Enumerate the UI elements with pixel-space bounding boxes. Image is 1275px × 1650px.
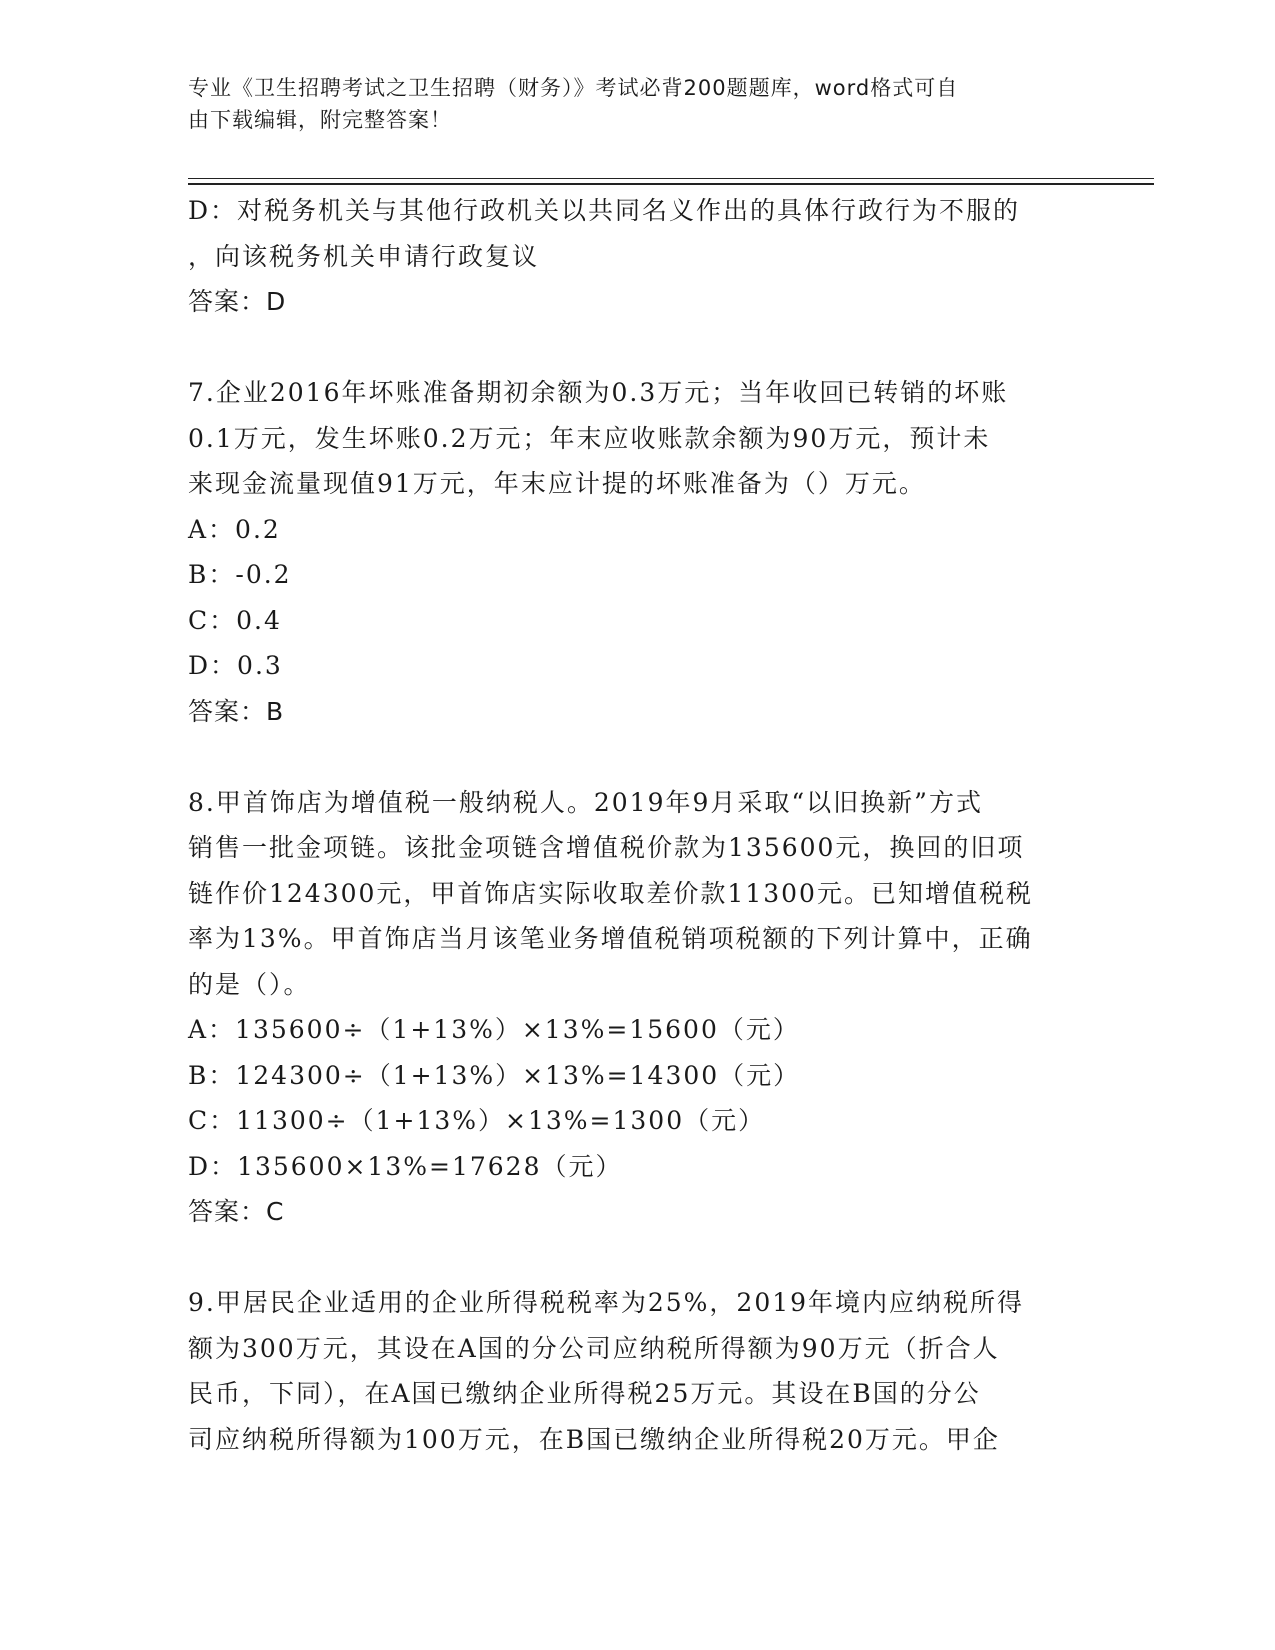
question-stem: 链作价124300元，甲首饰店实际收取差价款11300元。已知增值税税 <box>188 878 1033 908</box>
option-b: B：-0.2 <box>188 560 292 589</box>
answer: 答案：C <box>188 1197 285 1226</box>
question-stem: 司应纳税所得额为100万元，在B国已缴纳企业所得税20万元。甲企 <box>188 1424 1000 1454</box>
option-d: D：0.3 <box>188 651 283 680</box>
option-d-continuation: ，向该税务机关申请行政复议 <box>188 241 540 271</box>
question-stem: 额为300万元，其设在A国的分公司应纳税所得额为90万元（折合人 <box>188 1333 1000 1363</box>
header-line-1: 专业《卫生招聘考试之卫生招聘（财务）》考试必背200题题库，word格式可自 <box>188 76 959 100</box>
question-7 <box>188 370 1088 734</box>
option-a: A：0.2 <box>188 514 281 544</box>
spacer <box>188 1235 1088 1281</box>
option-c: C：0.4 <box>188 605 282 635</box>
spacer <box>188 734 1088 780</box>
header-line-2: 由下载编辑，附完整答案！ <box>188 108 452 132</box>
question-stem: 7.企业2016年坏账准备期初余额为0.3万元；当年收回已转销的坏账 <box>188 378 1009 407</box>
question-stem: 销售一批金项链。该批金项链含增值税价款为135600元，换回的旧项 <box>188 833 1025 862</box>
question-stem: 民币，下同），在A国已缴纳企业所得税25万元。其设在B国的分公 <box>188 1379 981 1408</box>
question-6-fragment <box>188 188 1088 325</box>
question-9 <box>188 1280 1088 1462</box>
header-divider-thick <box>188 183 1154 185</box>
question-stem: 的是（）。 <box>188 969 311 999</box>
option-d: D：135600×13%=17628（元） <box>188 1151 623 1181</box>
question-stem: 0.1万元，发生坏账0.2万元；年末应收账款余额为90万元，预计未 <box>188 423 991 453</box>
option-c: C：11300÷（1+13%）×13%=1300（元） <box>188 1106 766 1135</box>
document-header <box>188 72 1078 136</box>
spacer <box>188 325 1088 371</box>
question-stem: 9.甲居民企业适用的企业所得税税率为25%，2019年境内应纳税所得 <box>188 1288 1025 1317</box>
option-b: B：124300÷（1+13%）×13%=14300（元） <box>188 1060 801 1090</box>
option-d: D：对税务机关与其他行政机关以共同名义作出的具体行政行为不服的 <box>188 196 1021 225</box>
document-body <box>188 188 1088 1462</box>
header-divider-thin <box>188 178 1154 179</box>
option-a: A：135600÷（1+13%）×13%=15600（元） <box>188 1015 800 1044</box>
answer: 答案：D <box>188 287 287 316</box>
question-8 <box>188 780 1088 1235</box>
question-stem: 8.甲首饰店为增值税一般纳税人。2019年9月采取“以旧换新”方式 <box>188 787 983 817</box>
question-stem: 率为13%。甲首饰店当月该笔业务增值税销项税额的下列计算中，正确 <box>188 924 1033 953</box>
answer: 答案：B <box>188 696 285 726</box>
question-stem: 来现金流量现值91万元，年末应计提的坏账准备为（）万元。 <box>188 469 926 498</box>
